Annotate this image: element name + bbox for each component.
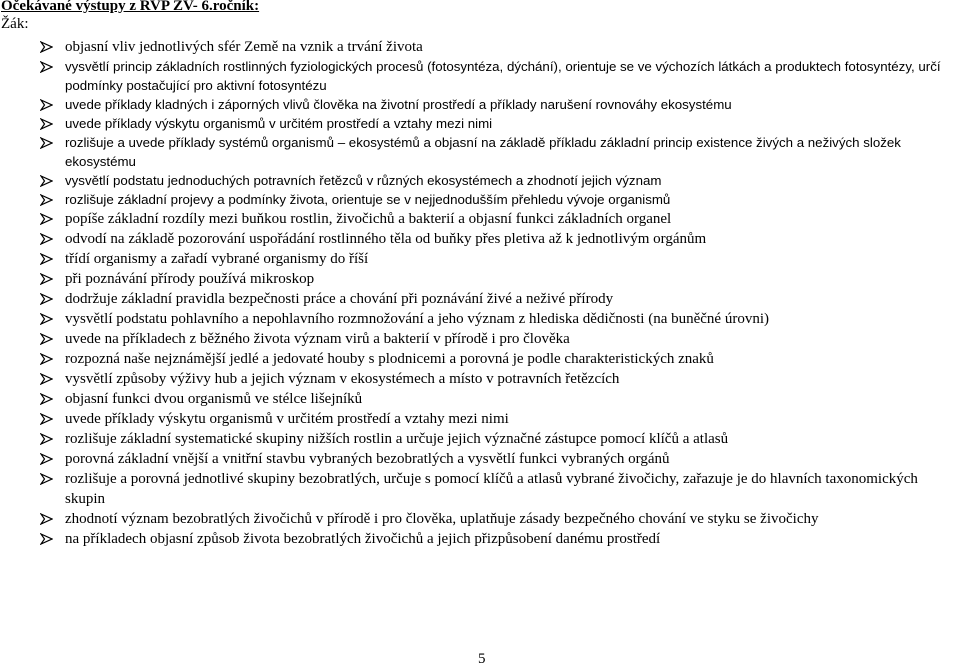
list-item-text: na příkladech objasní způsob života bezobratlých živočichů a jejich přizpůsobení danému prostředí xyxy=(65,531,661,547)
arrowhead-bullet-icon xyxy=(40,369,58,388)
arrowhead-bullet-icon xyxy=(40,269,58,288)
outcomes-list xyxy=(0,37,960,549)
list-item-text: rozlišuje a porovná jednotlivé skupiny bezobratlých, určuje s pomocí klíčů a atlasů vybrané živočichy, zařazuje je do hlavních taxonomických skupin xyxy=(65,471,918,507)
list-item xyxy=(0,329,950,349)
arrowhead-bullet-icon xyxy=(40,449,58,468)
page-number: 5 xyxy=(478,651,486,667)
arrowhead-bullet-icon xyxy=(40,57,58,76)
arrowhead-bullet-icon xyxy=(40,114,58,133)
list-item-text: třídí organismy a zařadí vybrané organismy do říší xyxy=(65,251,369,267)
list-item xyxy=(0,289,950,309)
list-item-text: uvede příklady výskytu organismů v určitém prostředí a vztahy mezi nimi xyxy=(65,411,509,427)
list-item-text: při poznávání přírody používá mikroskop xyxy=(65,271,315,287)
list-item xyxy=(0,133,950,171)
list-item-text: vysvětlí způsoby výživy hub a jejich význam v ekosystémech a místo v potravních řetězcích xyxy=(65,371,620,387)
list-item-text: uvede na příkladech z běžného života význam virů a bakterií v přírodě i pro člověka xyxy=(65,331,570,347)
list-item xyxy=(0,249,950,269)
arrowhead-bullet-icon xyxy=(40,209,58,228)
arrowhead-bullet-icon xyxy=(40,529,58,548)
list-item xyxy=(0,209,950,229)
list-item xyxy=(0,37,950,57)
list-item xyxy=(0,171,950,190)
list-item-text: objasní funkci dvou organismů ve stélce lišejníků xyxy=(65,391,363,407)
list-item-text: rozlišuje základní systematické skupiny nižších rostlin a určuje jejich význačné zástupce pomocí klíčů a atlasů xyxy=(65,431,729,447)
pupil-label: Žák: xyxy=(1,16,29,32)
arrowhead-bullet-icon xyxy=(40,429,58,448)
list-item xyxy=(0,95,950,114)
list-item-text: dodržuje základní pravidla bezpečnosti práce a chování při poznávání živé a neživé přírody xyxy=(65,291,614,307)
list-item-text: popíše základní rozdíly mezi buňkou rostlin, živočichů a bakterií a objasní funkci základních organel xyxy=(65,211,672,227)
list-item xyxy=(0,190,950,209)
list-item-text: rozpozná naše nejznámější jedlé a jedovaté houby s plodnicemi a porovná je podle charakteristických znaků xyxy=(65,351,714,367)
list-item-text: zhodnotí význam bezobratlých živočichů v přírodě i pro člověka, uplatňuje zásady bezpečného chování ve styku se živočichy xyxy=(65,511,819,527)
arrowhead-bullet-icon xyxy=(40,249,58,268)
list-item xyxy=(0,409,950,429)
list-item xyxy=(0,449,950,469)
arrowhead-bullet-icon xyxy=(40,133,58,152)
list-item xyxy=(0,269,950,289)
list-item xyxy=(0,429,950,449)
list-item xyxy=(0,509,950,529)
list-item-text: uvede příklady výskytu organismů v určitém prostředí a vztahy mezi nimi xyxy=(65,116,493,131)
arrowhead-bullet-icon xyxy=(40,95,58,114)
arrowhead-bullet-icon xyxy=(40,329,58,348)
arrowhead-bullet-icon xyxy=(40,509,58,528)
list-item xyxy=(0,469,950,509)
list-item-text: vysvětlí podstatu jednoduchých potravních řetězců v různých ekosystémech a zhodnotí jejich význam xyxy=(65,173,662,188)
arrowhead-bullet-icon xyxy=(40,389,58,408)
list-item-text: odvodí na základě pozorování uspořádání rostlinného těla od buňky přes pletiva až k jednotlivým orgánům xyxy=(65,231,707,247)
list-item xyxy=(0,389,950,409)
list-item-text: objasní vliv jednotlivých sfér Země na vznik a trvání života xyxy=(65,39,423,55)
arrowhead-bullet-icon xyxy=(40,229,58,248)
list-item xyxy=(0,309,950,329)
arrowhead-bullet-icon xyxy=(40,409,58,428)
arrowhead-bullet-icon xyxy=(40,190,58,209)
list-item-text: porovná základní vnější a vnitřní stavbu vybraných bezobratlých a vysvětlí funkci vybraných orgánů xyxy=(65,451,670,467)
list-item-text: uvede příklady kladných i záporných vlivů člověka na životní prostředí a příklady narušení rovnováhy ekosystému xyxy=(65,97,732,112)
list-item-text: rozlišuje základní projevy a podmínky života, orientuje se v nejjednodušším přehledu vývoje organismů xyxy=(65,192,671,207)
arrowhead-bullet-icon xyxy=(40,37,58,56)
list-item xyxy=(0,229,950,249)
list-item-text: vysvětlí podstatu pohlavního a nepohlavního rozmnožování a jeho význam z hlediska dědičnosti (na buněčné úrovni) xyxy=(65,311,769,327)
list-item-text: vysvětlí princip základních rostlinných fyziologických procesů (fotosyntéza, dýchání), orientuje se ve výchozích látkách a produktech fotosyntézy, určí podmínky postačující pro aktivní fotosyntézu xyxy=(65,59,941,93)
arrowhead-bullet-icon xyxy=(40,309,58,328)
arrowhead-bullet-icon xyxy=(40,171,58,190)
list-item xyxy=(0,114,950,133)
list-item xyxy=(0,369,950,389)
list-item-text: rozlišuje a uvede příklady systémů organismů – ekosystémů a objasní na základě příkladu základní princip existence živých a neživých složek ekosystému xyxy=(65,135,901,169)
list-item xyxy=(0,349,950,369)
list-item xyxy=(0,57,950,95)
list-item xyxy=(0,529,950,549)
page-title: Očekávané výstupy z RVP ZV- 6.ročník: xyxy=(1,0,260,14)
arrowhead-bullet-icon xyxy=(40,349,58,368)
arrowhead-bullet-icon xyxy=(40,469,58,488)
arrowhead-bullet-icon xyxy=(40,289,58,308)
